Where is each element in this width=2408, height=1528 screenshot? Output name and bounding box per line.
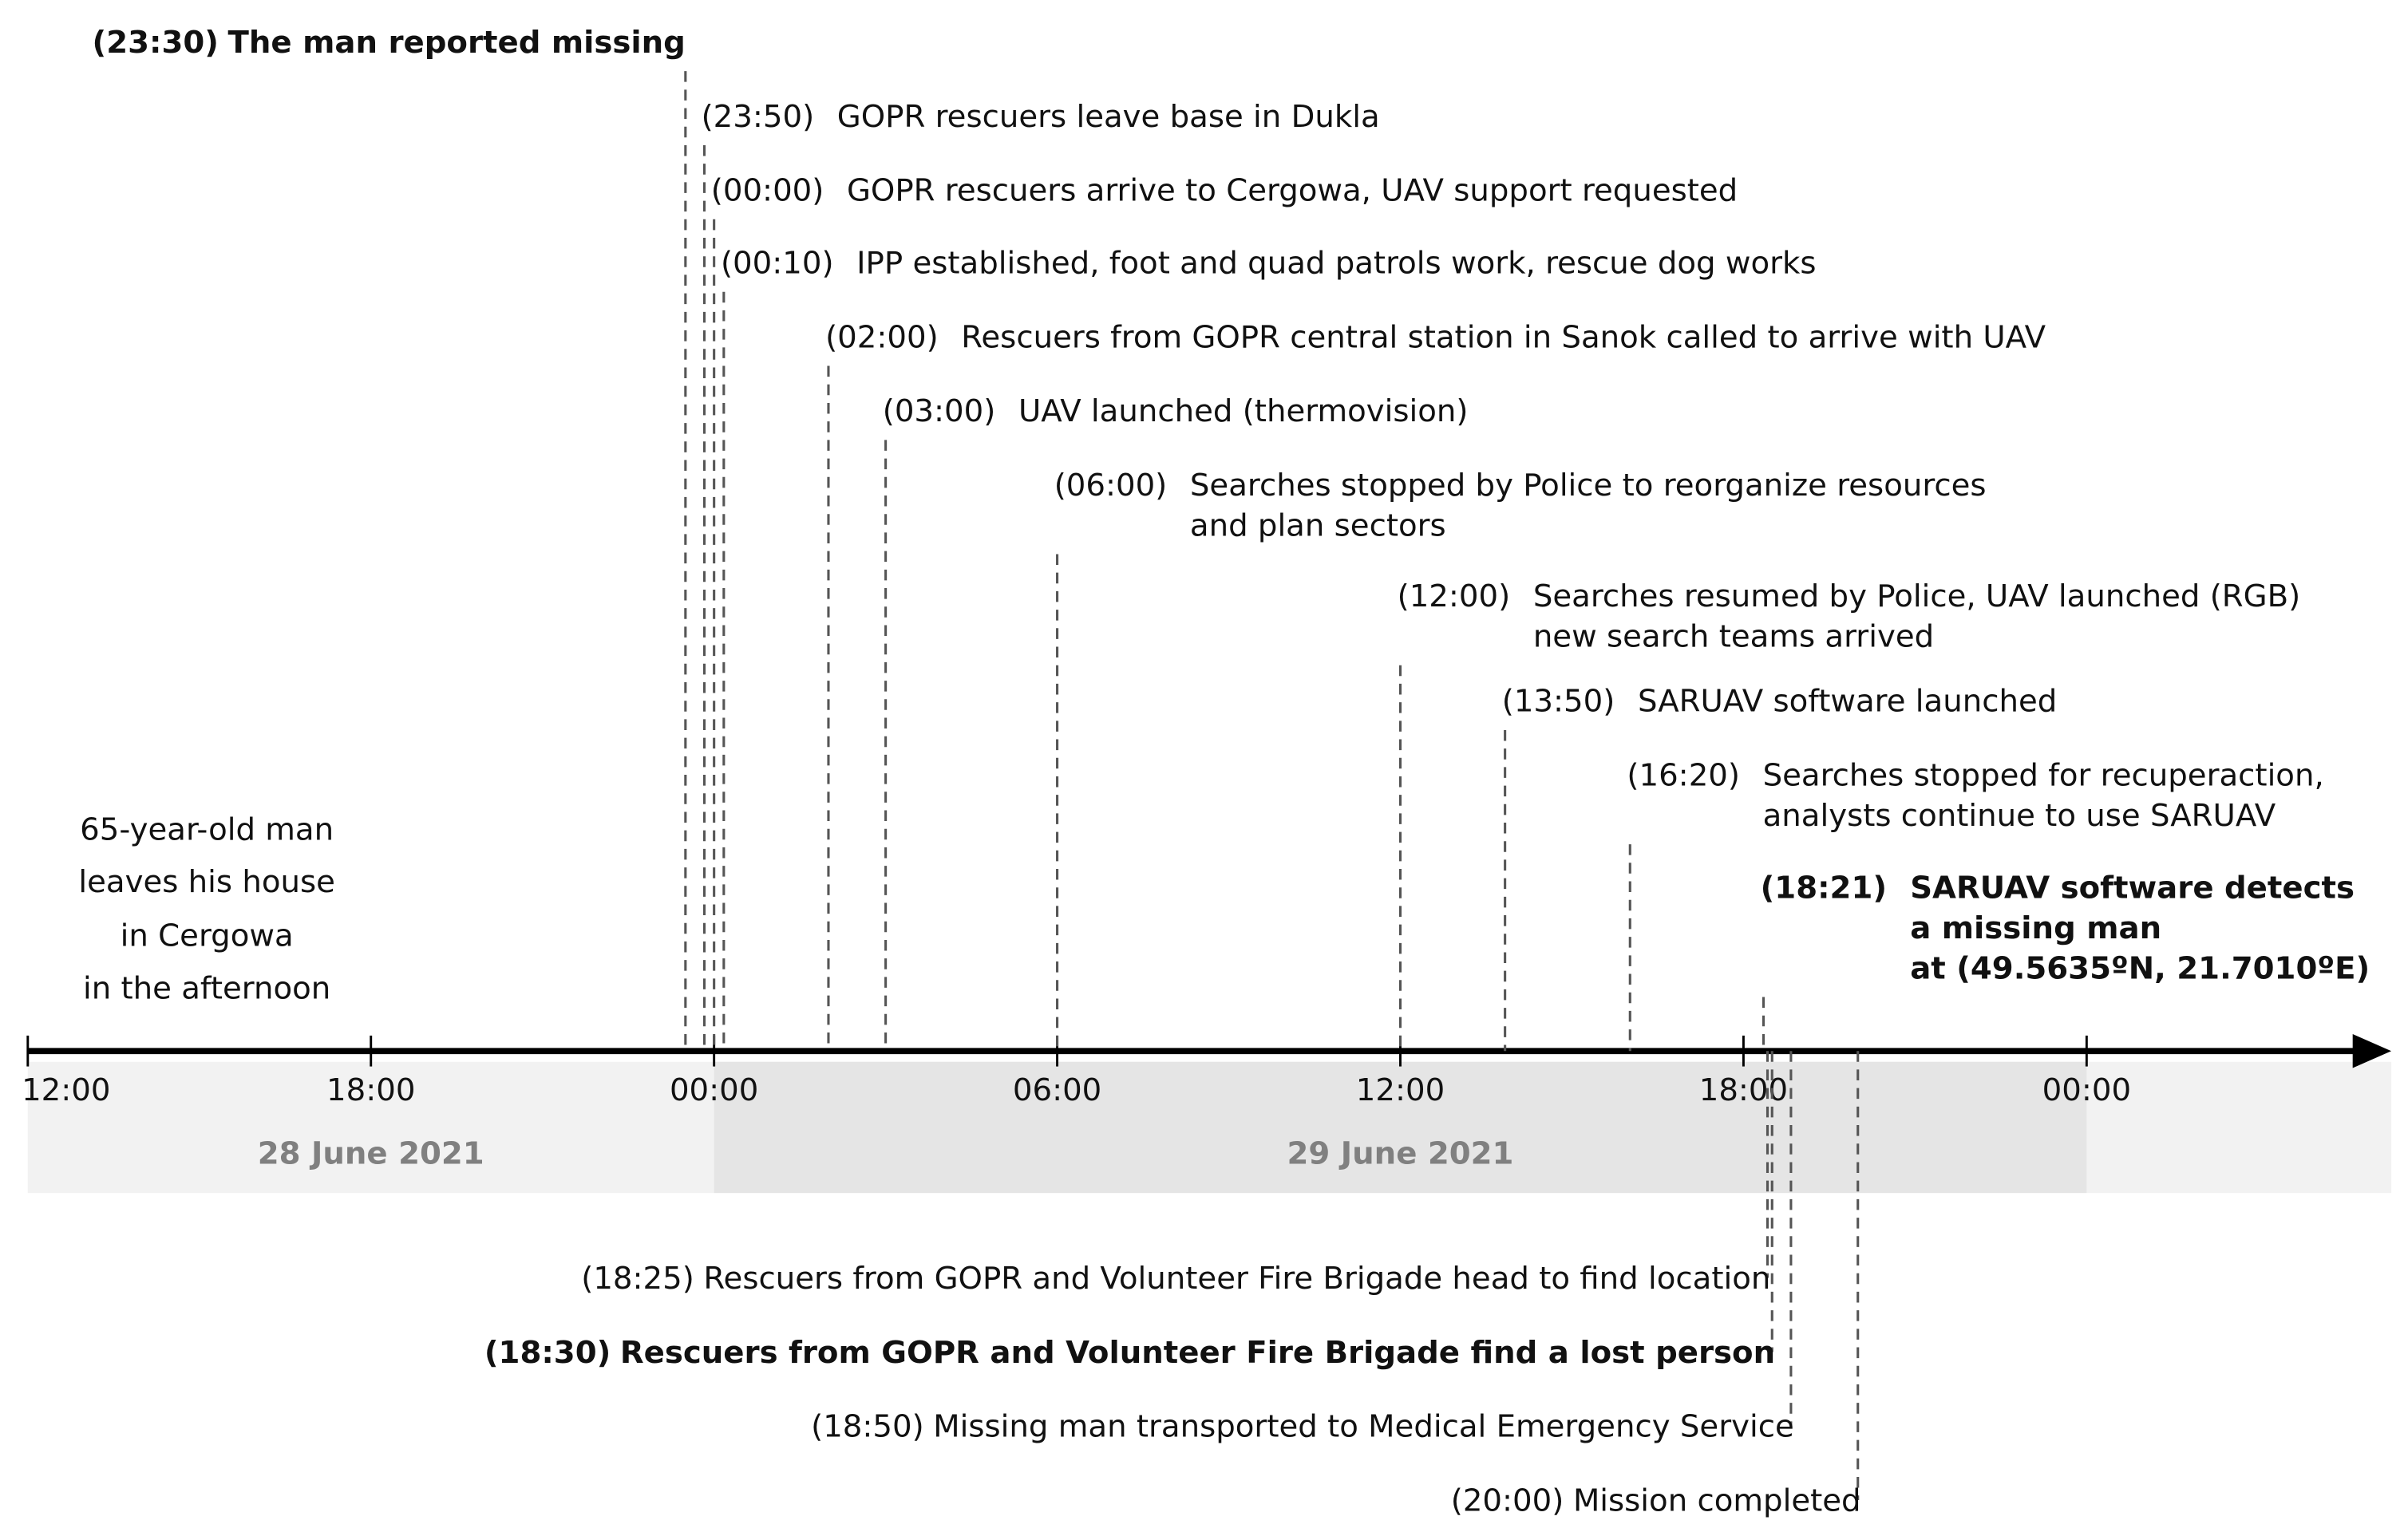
tick-label: 12:00 [22,1072,111,1109]
tick-label: 00:00 [669,1072,759,1109]
event-label: Rescuers from GOPR central station in Sanok called to arrive with UAV [961,319,2046,356]
event-label: Searches stopped by Police to reorganize resources [1189,467,1987,503]
event-time: (23:30) [92,24,219,61]
event-time: (02:00) [825,319,939,356]
event-label: GOPR rescuers arrive to Cergowa, UAV support requested [846,172,1738,209]
event-label: Missing man transported to Medical Emergency Service [933,1408,1794,1445]
date-label: 28 June 2021 [257,1135,484,1172]
event-label: SARUAV software detects [1910,870,2355,906]
event-time: (18:50) [811,1408,924,1445]
event-label: GOPR rescuers leave base in Dukla [836,98,1380,135]
event-time: (13:50) [1501,683,1615,720]
event-time: (23:50) [701,98,815,135]
intro-note-line: in the afternoon [82,970,331,1007]
event-label: The man reported missing [227,24,686,61]
event-label: IPP established, foot and quad patrols work, rescue dog works [856,245,1817,282]
event-time: (03:00) [882,393,996,430]
event-label: Mission completed [1572,1483,1861,1519]
event-time: (16:20) [1627,757,1740,794]
tick-label: 06:00 [1012,1072,1102,1109]
event-label: and plan sectors [1189,507,1446,544]
event-label: new search teams arrived [1532,618,1935,655]
event-label: Searches resumed by Police, UAV launched (RGB) [1532,578,2301,615]
event-label: SARUAV software launched [1637,683,2058,720]
event-label: a missing man [1910,910,2162,947]
tick-label: 18:00 [326,1072,416,1109]
event-time: (18:30) [484,1334,611,1371]
event-time: (00:10) [720,245,834,282]
intro-note-line: leaves his house [78,864,335,901]
event-label: Rescuers from GOPR and Volunteer Fire Brigade head to find location [703,1261,1771,1297]
event-time: (20:00) [1450,1483,1564,1519]
event-time: (18:21) [1760,870,1888,906]
event-label: at (49.5635ºN, 21.7010ºE) [1910,950,2370,987]
event-label: UAV launched (thermovision) [1018,393,1469,430]
event-time: (06:00) [1054,467,1168,503]
intro-note-line: 65-year-old man [80,811,334,848]
event-time: (12:00) [1397,578,1511,615]
event-label: Rescuers from GOPR and Volunteer Fire Brigade find a lost person [619,1334,1776,1371]
tick-label: 12:00 [1355,1072,1445,1109]
date-label: 29 June 2021 [1287,1135,1514,1172]
tick-label: 00:00 [2042,1072,2132,1109]
event-label: analysts continue to use SARUAV [1762,797,2276,834]
intro-note-line: in Cergowa [120,918,294,954]
event-label: Searches stopped for recuperaction, [1762,757,2324,794]
event-time: (18:25) [581,1261,694,1297]
event-time: (00:00) [710,172,824,209]
tick-label: 18:00 [1698,1072,1789,1109]
